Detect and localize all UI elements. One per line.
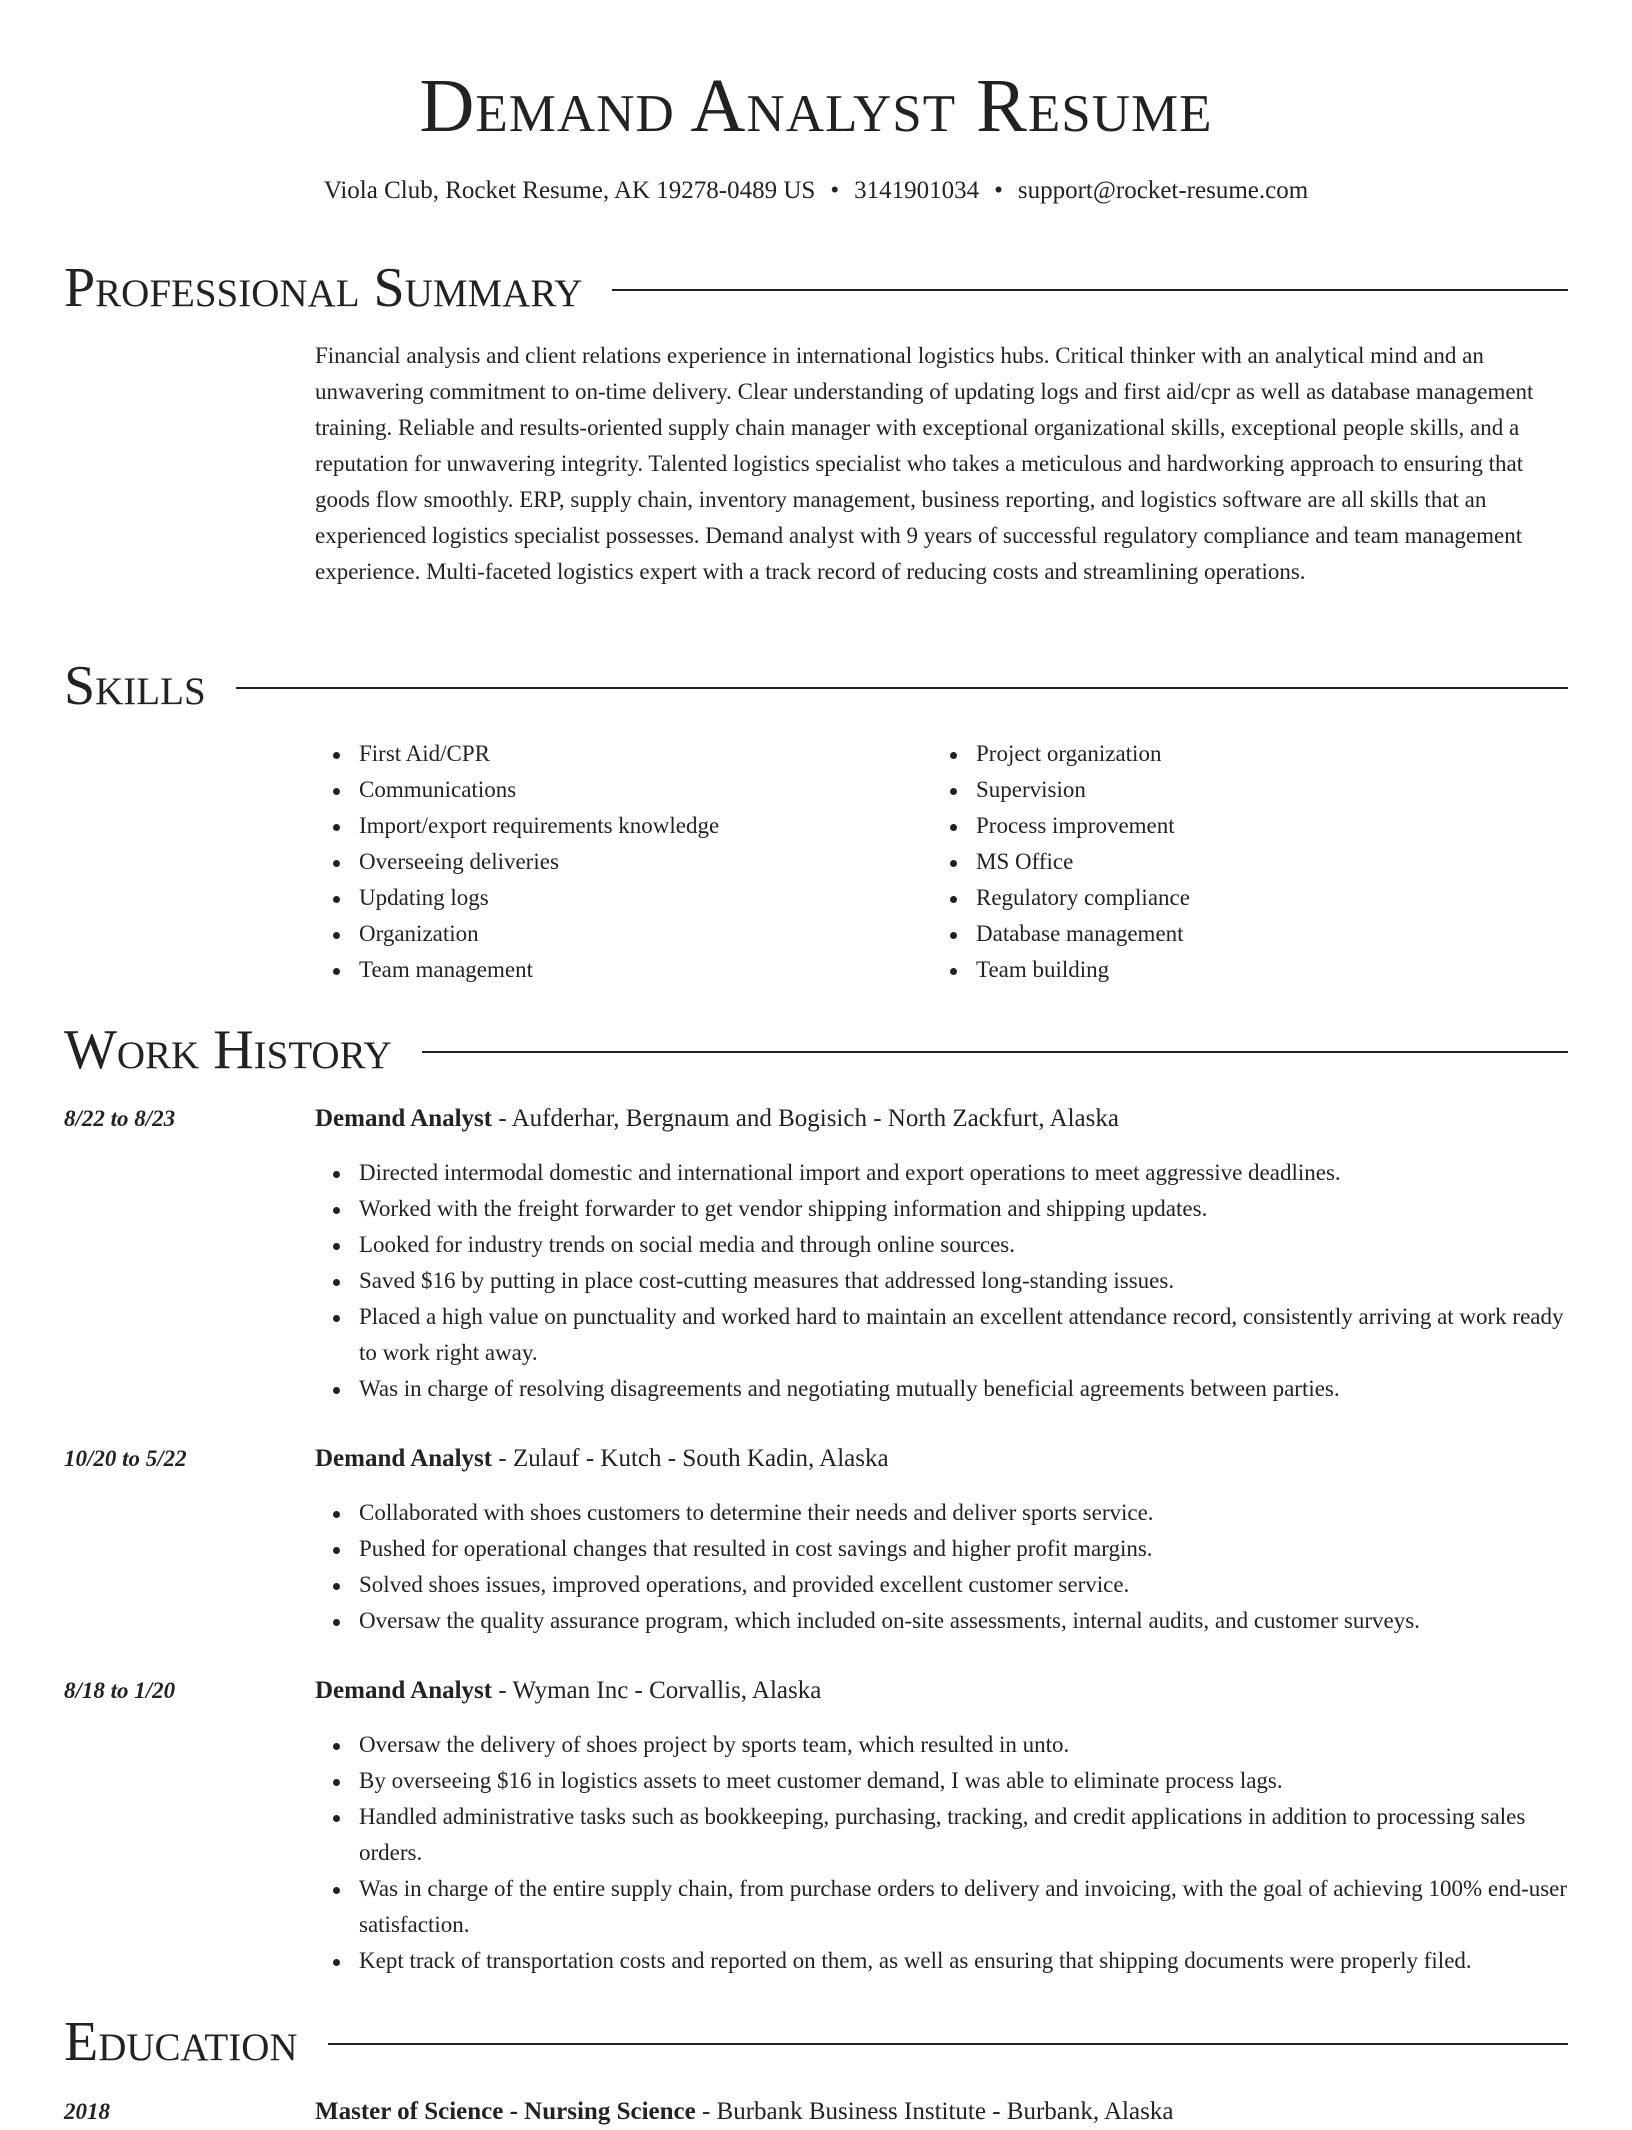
section-divider	[328, 2043, 1568, 2045]
list-item: Saved $16 by putting in place cost-cutting measures that addressed long-standing issues.	[359, 1263, 1570, 1299]
list-item: Supervision	[976, 772, 1549, 808]
work-heading: Work History	[64, 1019, 392, 1081]
job-title: Demand Analyst	[315, 1445, 493, 1472]
list-item: Database management	[976, 916, 1549, 952]
list-item: Process improvement	[976, 808, 1549, 844]
job-dates: 8/18 to 1/20	[64, 1678, 176, 1703]
section-divider	[236, 687, 1568, 689]
education-dates: 2018	[64, 2099, 110, 2124]
job-dates: 8/22 to 8/23	[64, 1106, 176, 1131]
summary-section-header	[64, 252, 1568, 324]
skills-column-right	[932, 736, 1549, 988]
contact-phone: 3141901034	[854, 177, 980, 204]
job-bullets	[315, 1495, 1570, 1639]
education-title-line	[315, 2094, 1173, 2130]
list-item: Oversaw the delivery of shoes project by sports team, which resulted in unto.	[359, 1727, 1570, 1763]
list-item: Organization	[359, 916, 932, 952]
skills-section-header	[64, 650, 1568, 722]
list-item: Overseeing deliveries	[359, 844, 932, 880]
list-item: Collaborated with shoes customers to determine their needs and deliver sports service.	[359, 1495, 1570, 1531]
list-item: Was in charge of the entire supply chain, from purchase orders to delivery and invoicing, with the goal of achieving 100% end-user satisfaction.	[359, 1871, 1570, 1943]
education-school: - Burbank Business Institute - Burbank, Alaska	[695, 2098, 1174, 2125]
list-item: Oversaw the quality assurance program, which included on-site assessments, internal audits, and customer surveys.	[359, 1603, 1570, 1639]
skills-list	[315, 736, 1570, 988]
summary-heading: Professional Summary	[64, 257, 583, 319]
list-item: Pushed for operational changes that resulted in cost savings and higher profit margins.	[359, 1531, 1570, 1567]
job-employer: - Zulauf - Kutch - South Kadin, Alaska	[492, 1445, 889, 1472]
list-item: By overseeing $16 in logistics assets to meet customer demand, I was able to eliminate process lags.	[359, 1763, 1570, 1799]
contact-line	[0, 173, 1632, 209]
education-degree: Master of Science - Nursing Science	[315, 2098, 696, 2125]
list-item: Team building	[976, 952, 1549, 988]
contact-separator: •	[994, 177, 1003, 204]
list-item: Team management	[359, 952, 932, 988]
contact-email[interactable]: support@rocket-resume.com	[1017, 177, 1309, 204]
list-item: Worked with the freight forwarder to get vendor shipping information and shipping updates.	[359, 1191, 1570, 1227]
list-item: First Aid/CPR	[359, 736, 932, 772]
list-item: MS Office	[976, 844, 1549, 880]
contact-separator: •	[830, 177, 840, 204]
list-item: Solved shoes issues, improved operations, and provided excellent customer service.	[359, 1567, 1570, 1603]
work-section-header	[64, 1014, 1568, 1086]
list-item: Kept track of transportation costs and reported on them, as well as ensuring that shipping documents were properly filed.	[359, 1943, 1570, 1979]
summary-text: Financial analysis and client relations experience in international logistics hubs. Critical thinker with an analytical mind and an unwavering commitment to on-time delivery. Clear understanding of updating logs and first aid/cpr as well as database management training. Reliable and results-oriented supply chain manager with exceptional organizational skills, exceptional people skills, and a reputation for unwavering integrity. Talented logistics specialist who takes a meticulous and hardworking approach to ensuring that goods flow smoothly. ERP, supply chain, inventory management, business reporting, and logistics software are all skills that an experienced logistics specialist possesses. Demand analyst with 9 years of successful regulatory compliance and team management experience. Multi-faceted logistics expert with a track record of reducing costs and streamlining operations.	[315, 343, 1534, 584]
list-item: Looked for industry trends on social media and through online sources.	[359, 1227, 1570, 1263]
list-item: Regulatory compliance	[976, 880, 1549, 916]
job-dates: 10/20 to 5/22	[64, 1446, 187, 1471]
job-bullets	[315, 1155, 1570, 1407]
education-heading: Education	[64, 2011, 298, 2073]
section-divider	[422, 1051, 1568, 1053]
list-item: Placed a high value on punctuality and worked hard to maintain an excellent attendance record, consistently arriving at work ready to work right away.	[359, 1299, 1570, 1371]
job-title-line	[315, 1101, 1119, 1137]
list-item: Was in charge of resolving disagreements and negotiating mutually beneficial agreements between parties.	[359, 1371, 1570, 1407]
skills-heading: Skills	[64, 655, 206, 717]
job-title: Demand Analyst	[315, 1105, 493, 1132]
job-employer: - Aufderhar, Bergnaum and Bogisich - North Zackfurt, Alaska	[492, 1105, 1119, 1132]
list-item: Import/export requirements knowledge	[359, 808, 932, 844]
job-title-line	[315, 1673, 821, 1709]
job-title: Demand Analyst	[315, 1677, 493, 1704]
education-section-header	[64, 2006, 1568, 2078]
list-item: Communications	[359, 772, 932, 808]
section-divider	[612, 289, 1568, 291]
resume-title: Demand Analyst Resume	[419, 64, 1213, 148]
job-title-line	[315, 1441, 889, 1477]
job-bullets	[315, 1727, 1570, 1979]
contact-address: Viola Club, Rocket Resume, AK 19278-0489 US	[323, 177, 816, 204]
list-item: Directed intermodal domestic and international import and export operations to meet aggressive deadlines.	[359, 1155, 1570, 1191]
list-item: Updating logs	[359, 880, 932, 916]
list-item: Project organization	[976, 736, 1549, 772]
list-item: Handled administrative tasks such as bookkeeping, purchasing, tracking, and credit applications in addition to processing sales orders.	[359, 1799, 1570, 1871]
skills-column-left	[315, 736, 932, 988]
job-employer: - Wyman Inc - Corvallis, Alaska	[492, 1677, 822, 1704]
